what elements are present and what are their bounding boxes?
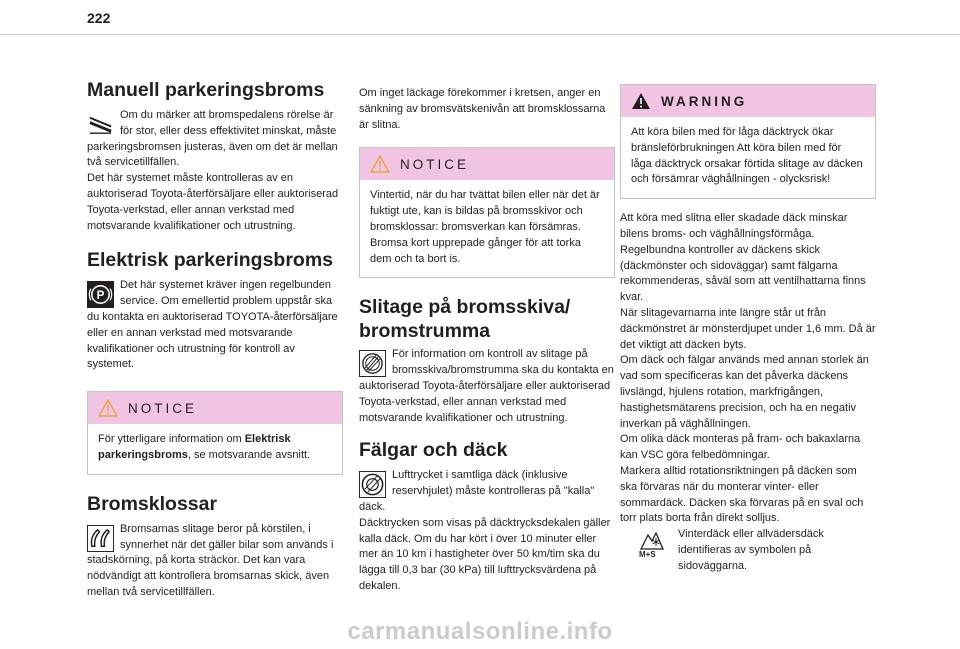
tyre-text-5: Om olika däck monteras på fram- och bakaxlarna kan VSC göra felbedömningar. (620, 433, 861, 462)
wheels-heading: Fälgar och däck (359, 439, 508, 462)
snowflake-mountain-icon (639, 529, 665, 551)
wheels-text-1: Lufttrycket i samtliga däck (inklusive reservhjulet) måste kontrolleras på "kalla" däck. (359, 469, 595, 513)
manual-brake-heading: Manuell parkeringsbroms (87, 79, 325, 101)
winter-tyre-symbol (632, 529, 672, 561)
disc-heading (359, 295, 615, 343)
pads-section (87, 522, 343, 601)
pads-heading: Bromsklossar (87, 492, 218, 515)
tyre-text-1: Att köra med slitna eller skadade däck minskar bilens broms- och väghållningsförmåga. (620, 212, 848, 240)
notice-text-pre: För ytterligare information om (98, 433, 245, 446)
tyre-info-text (620, 211, 876, 527)
tyre-text-6: Markera alltid rotationsriktningen på däcken som ska förvaras när du monterar vinter- eller sommardäck. Däcken ska förvaras på en sval och torr plats borta från direkt solljus. (620, 464, 864, 525)
notice-body-1 (88, 424, 342, 474)
header-divider (0, 34, 960, 35)
brake-pads-icon (87, 525, 114, 552)
brake-disc-icon (359, 350, 386, 377)
notice-text-bold: Elektrisk parkeringsbroms (98, 433, 291, 461)
disc-heading-line-2: bromstrumma (359, 320, 491, 343)
warning-box (620, 84, 876, 199)
disc-heading-line-1: Slitage på bromsskiva/ (359, 296, 571, 319)
warning-triangle-icon (631, 92, 651, 110)
notice-box-2 (359, 147, 615, 278)
tyre-text-2: Regelbundna kontroller av däckens skick (däckmönster och sidoväggar) samt fälgarna rekommenderas, såväl som att ventilhattarna finns kvar. (620, 243, 866, 304)
pads-text: Bromsarnas slitage beror på körstilen, i synnerhet när det gäller bilar som används i stadskörning, på korta sträckor. Det kan vara nödvändigt att kontrollera bromsarnas skick, även mellan två servicetillfällen. (87, 522, 334, 598)
disc-section (359, 347, 615, 426)
tyre-text-3: När slitagevarnarna inte längre står ut från däckmönstret är mönsterdjupet under 1,6 mm. Då är det viktigt att däcken byts. (620, 306, 876, 351)
column-1 (87, 78, 343, 601)
parking-brake-p-icon (87, 281, 114, 308)
warning-body: Att köra bilen med för låga däcktryck ökar bränsleförbrukningen Att köra bilen med för låga däcktryck orsakar förtida slitage av däcken och försämrar väghållningen - olycksrisk! (631, 126, 863, 186)
winter-tyre-text: Vinterdäck eller allvädersdäck identifieras av symbolen på sidoväggarna. (678, 528, 824, 572)
notice-header-1 (88, 392, 342, 424)
column-2 (359, 86, 615, 595)
ms-label: M+S (639, 550, 656, 560)
notice-triangle-icon (370, 155, 390, 173)
fluid-intro-text: Om inget läckage förekommer i kretsen, anger en sänkning av bromsvätskenivån att bromsklossarna är slitna. (359, 87, 606, 131)
handbrake-lever-icon (87, 111, 114, 138)
warning-title: WARNING (661, 93, 748, 109)
manual-brake-section (87, 108, 343, 234)
notice-box-1 (87, 391, 343, 475)
electric-brake-heading: Elektrisk parkeringsbroms (87, 249, 334, 272)
manual-brake-text-2: Det här systemet måste kontrolleras av en auktoriserad Toyota-återförsäljare eller auktoriserad Toyota-verkstad, eller annan verkstad med motsvarande kvalifikationer och utrustning. (87, 172, 339, 232)
disc-text: För information om kontroll av slitage på bromsskiva/bromstrumma ska du kontakta en auktoriserad Toyota-återförsäljare eller auktoriserad Toyota-verkstad, eller annan verkstad med motsvarande kvalifikationer och utrustning. (359, 348, 614, 424)
watermark: carmanualsonline.info (347, 618, 613, 645)
winter-tyre-section (620, 527, 876, 574)
page-number: 222 (87, 10, 111, 26)
wheels-text-2: Däcktrycken som visas på däcktrycksdekalen gäller kalla däck. Om du har kört i över 10 minuter eller mer än 10 km i hastigheter över 50 km/tim ska du lägga till 0,3 bar (30 kPa) till lufttrycksvärdena på dekalen. (359, 516, 611, 592)
column-3 (620, 84, 876, 575)
electric-brake-section (87, 278, 343, 373)
notice-title-1: NOTICE (128, 400, 198, 416)
notice-header-2 (360, 148, 614, 180)
notice-body-2: Vintertid, när du har tvättat bilen eller när det är fuktigt ute, kan is bildas på bromsskivor och bromsklossar: bromsverkan kan försämras. Bromsa kort upprepade gånger för att torka dem och ta bort is. (370, 189, 600, 265)
manual-brake-text-1: Om du märker att bromspedalens rörelse är för stor, eller dess effektivitet minskat, måste parkeringsbromsen justeras, även om det är mellan två servicetillfällen. (87, 109, 338, 169)
warning-header (621, 85, 875, 117)
tyre-icon (359, 471, 386, 498)
tyre-text-4: Om däck och fälgar används med annan storlek än vad som specificeras kan det påverka däckens livslängd, hjulens rotation, markfrigången, hastighetsmätarens precision, och ha en negativ inverkan på väghållningen. (620, 354, 869, 430)
svg-text:P: P (96, 290, 105, 303)
notice-triangle-icon (98, 399, 118, 417)
wheels-section (359, 468, 615, 594)
notice-text-post: , se motsvarande avsnitt. (187, 448, 311, 461)
electric-brake-text: Det här systemet kräver ingen regelbunden service. Om emellertid problem uppstår ska du kontakta en auktoriserad TOYOTA-återförsäljare eller en annan verkstad med motsvarande kvalifikationer och utrustning för kontroll av systemet. (87, 279, 338, 371)
notice-title-2: NOTICE (400, 156, 470, 172)
